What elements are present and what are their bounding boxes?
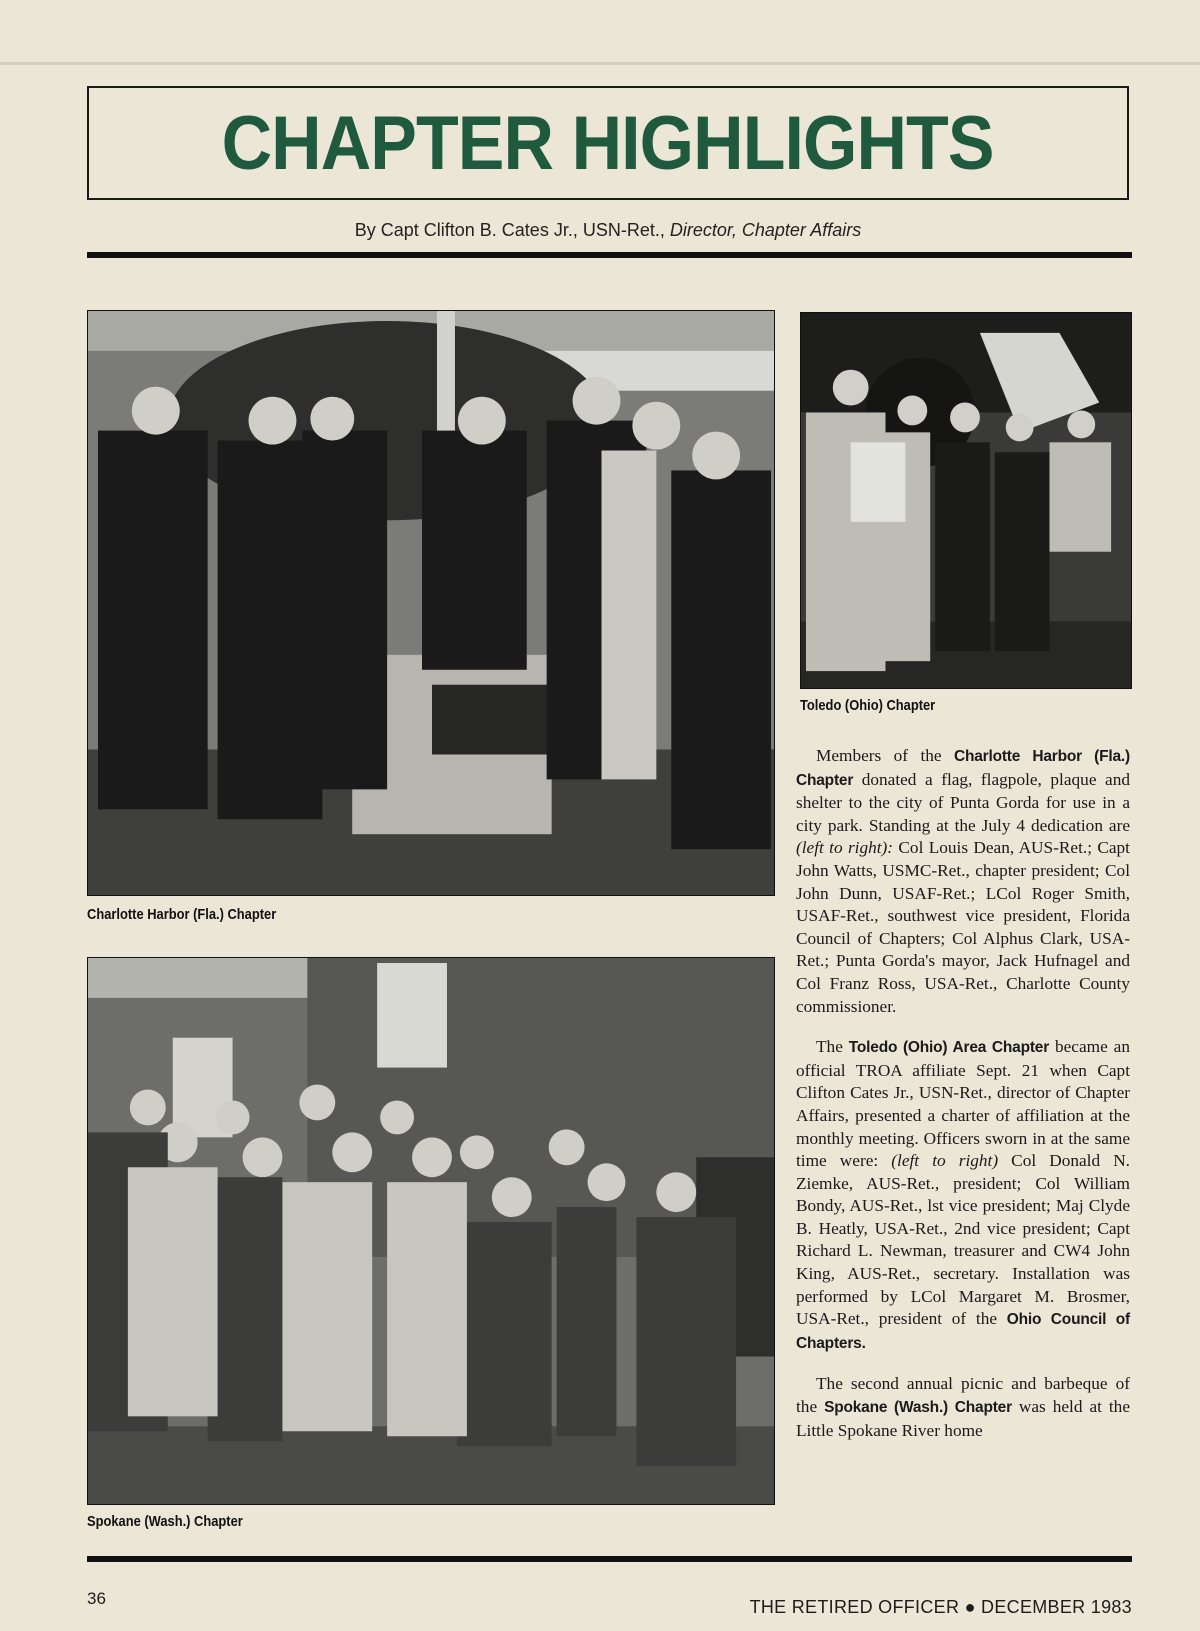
text-run: The second annual picnic and barbeque of the bbox=[796, 1374, 1130, 1417]
article-body bbox=[796, 745, 1130, 1460]
top-rule bbox=[0, 62, 1200, 65]
footer-rule bbox=[87, 1556, 1132, 1562]
chapter-name-spokane: Spokane (Wash.) Chapter bbox=[824, 1399, 1012, 1417]
page-title: CHAPTER HIGHLIGHTS bbox=[222, 100, 994, 186]
photo-caption-charlotte: Charlotte Harbor (Fla.) Chapter bbox=[87, 906, 277, 923]
photo-caption-spokane: Spokane (Wash.) Chapter bbox=[87, 1513, 243, 1530]
text-run-italic: (left to right): bbox=[796, 838, 894, 858]
photo-toledo bbox=[800, 312, 1132, 689]
article-paragraph-spokane bbox=[796, 1373, 1130, 1442]
text-run: Members of the bbox=[816, 746, 954, 765]
photo-charlotte-harbor bbox=[87, 310, 775, 896]
byline-author: By Capt Clifton B. Cates Jr., USN-Ret., bbox=[354, 220, 665, 240]
title-box bbox=[87, 86, 1129, 200]
photo-caption-toledo: Toledo (Ohio) Chapter bbox=[800, 697, 936, 714]
text-run: The bbox=[816, 1037, 849, 1057]
text-run: Col Louis Dean, AUS-Ret.; Capt John Watts, USMC-Ret., chapter president; Col John Dunn, USAF-Ret.; LCol Roger Smith, USAF-Ret., southwest vice president, Florida Council of Chapters; Col Alphus Clark, USA-Ret.; Punta Gorda's mayor, Jack Hufnagel and Col Franz Ross, USA-Ret., Charlotte County commissioner. bbox=[796, 838, 1130, 1016]
page-number: 36 bbox=[87, 1589, 106, 1608]
text-run: donated a flag, flagpole, plaque and shelter to the city of Punta Gorda for use in a city park. Standing at the July 4 dedication are bbox=[796, 769, 1130, 835]
chapter-name-charlotte: Charlotte Harbor (Fla.) Chapter bbox=[796, 748, 1130, 789]
text-run: was held at the Little Spokane River home bbox=[796, 1397, 1130, 1440]
article-paragraph-toledo bbox=[796, 1036, 1130, 1355]
header-rule bbox=[87, 252, 1132, 258]
text-run: became an official TROA affiliate Sept. 21 when Capt Clifton Cates Jr., USN-Ret., director of Chapter Affairs, presented a charter of affiliation at the monthly meeting. Officers sworn in at the same time were: bbox=[796, 1037, 1130, 1171]
byline bbox=[87, 220, 1129, 241]
photo-spokane bbox=[87, 957, 775, 1505]
council-name-ohio: Ohio Council of Chapters. bbox=[796, 1311, 1130, 1352]
text-run-italic: (left to right) bbox=[891, 1151, 999, 1171]
article-paragraph-charlotte bbox=[796, 745, 1130, 1018]
byline-role: Director, Chapter Affairs bbox=[669, 220, 862, 240]
chapter-name-toledo: Toledo (Ohio) Area Chapter bbox=[848, 1039, 1050, 1057]
text-run: Col Donald N. Ziemke, AUS-Ret., president; Col William Bondy, AUS-Ret., lst vice president; Maj Clyde B. Heatly, USA-Ret., 2nd vice president; Capt Richard L. Newman, treasurer and CW4 John King, AUS-Ret., secretary. Installation was performed by LCol Margaret M. Brosmer, USA-Ret., president of the bbox=[796, 1151, 1131, 1329]
magazine-footer: THE RETIRED OFFICER ● DECEMBER 1983 bbox=[749, 1597, 1132, 1617]
